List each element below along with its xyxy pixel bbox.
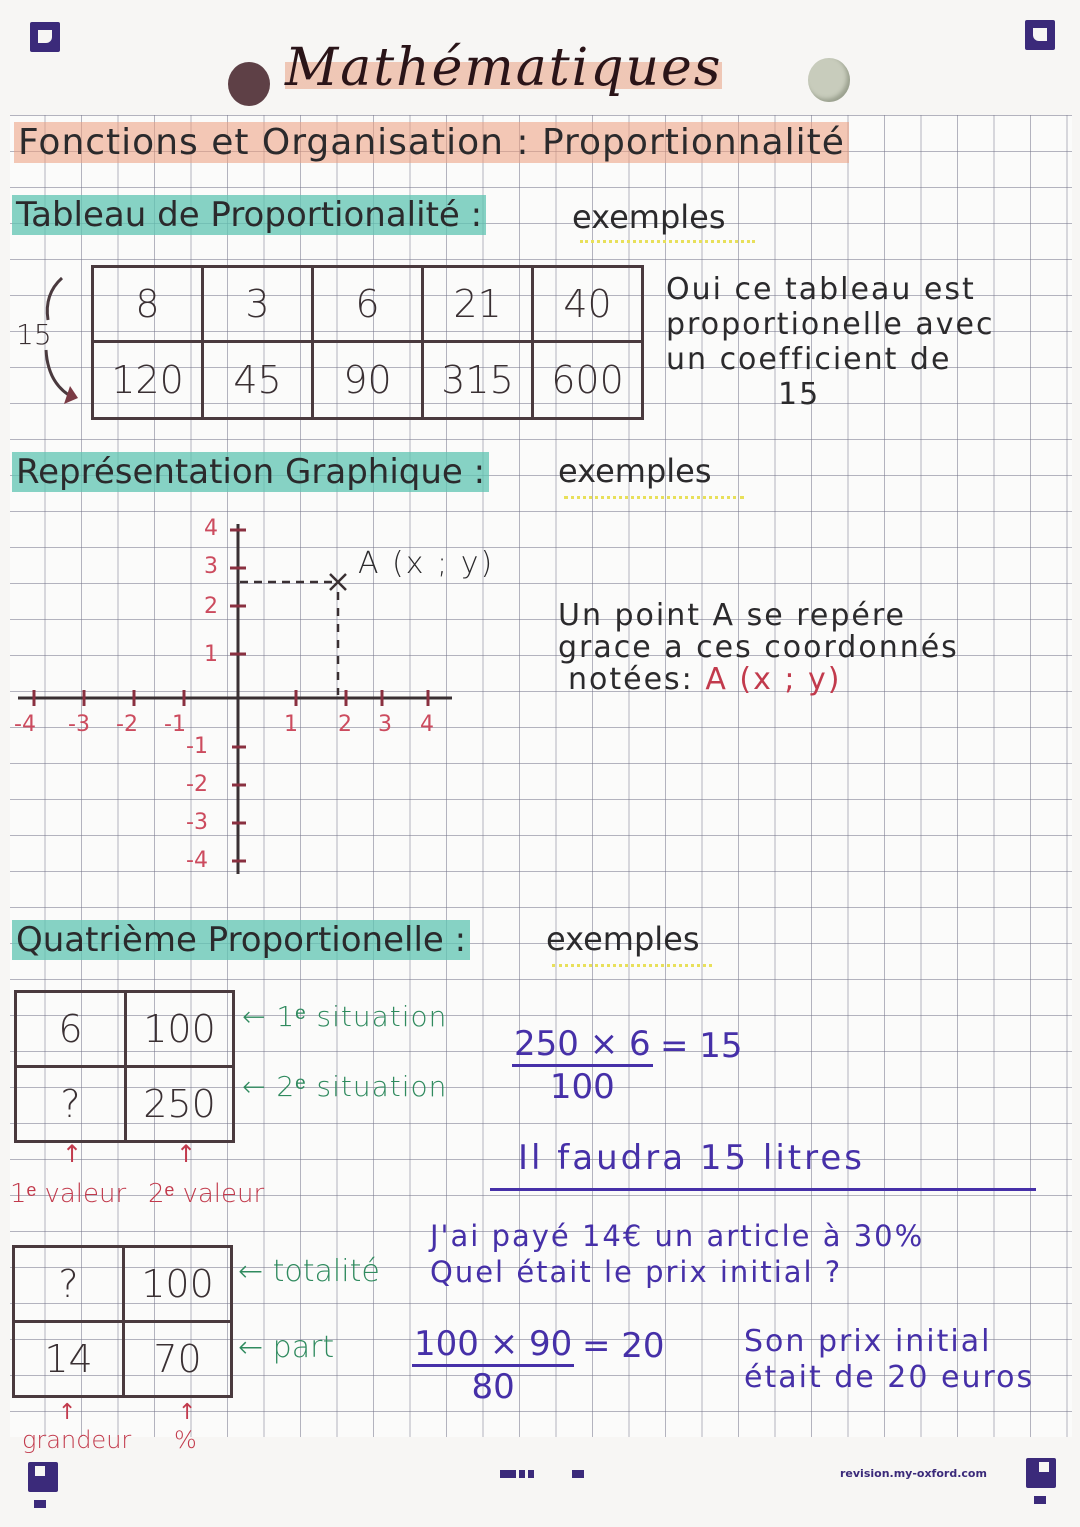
note-line: [558, 662, 959, 698]
problem-statement: [430, 1218, 924, 1290]
arrow-up-icon: ↑: [58, 1400, 77, 1425]
table-cell: 8: [93, 267, 203, 342]
arrow-up-icon: ↑: [178, 1400, 197, 1425]
x-tick-label: 2: [338, 712, 352, 737]
table-cell: 315: [423, 342, 533, 419]
note-line: un coefficient de: [666, 342, 952, 377]
chapter-heading: Fonctions et Organisation : Proportionnalité: [14, 122, 849, 163]
marker-tab-icon: [1034, 1496, 1046, 1504]
coefficient-label: 15: [16, 318, 52, 351]
corner-marker-top-right-icon: [1025, 20, 1055, 50]
y-tick-label: -4: [186, 848, 208, 873]
divider-line: [490, 1188, 1036, 1191]
col-label-magnitude: grandeur: [22, 1426, 132, 1454]
table-cell: ?: [16, 1067, 126, 1142]
col-label-second-value: 2ᵉ valeur: [148, 1179, 265, 1209]
note-line: 15: [778, 377, 821, 412]
y-tick-label: 2: [204, 594, 218, 619]
row-label-totality: ← totalité: [238, 1254, 380, 1289]
footer-mark-icon: [528, 1470, 534, 1478]
table-cell: 100: [124, 1247, 232, 1322]
table-cell: 14: [14, 1322, 124, 1397]
col-label-percent: %: [174, 1426, 197, 1454]
section-heading-tableau: Tableau de Proportionalité :: [12, 195, 486, 235]
table-cell: 100: [126, 992, 234, 1067]
x-tick-label: 3: [378, 712, 392, 737]
fraction-numerator: 100 × 90: [412, 1324, 574, 1367]
table-cell: 6: [313, 267, 423, 342]
fourth-proportional-table-2: [12, 1245, 233, 1398]
bullet-dot-right-icon: [808, 58, 850, 102]
table-row: [16, 1067, 234, 1142]
table-cell: ?: [14, 1247, 124, 1322]
table-row: [93, 267, 643, 342]
y-tick-label: -3: [186, 810, 208, 835]
squiggle-underline: [552, 956, 712, 967]
answer-text: [744, 1324, 1034, 1396]
x-tick-label: 4: [420, 712, 434, 737]
note-line: proportionelle avec: [666, 307, 995, 342]
table-cell: 45: [203, 342, 313, 419]
fraction-denominator: 100: [549, 1067, 615, 1107]
corner-marker-bottom-left-icon: [28, 1462, 58, 1492]
note-line: Son prix initial: [744, 1324, 992, 1359]
footer-mark-icon: [500, 1470, 516, 1478]
x-tick-label: -2: [116, 712, 138, 737]
note-line: Un point A se repére: [558, 598, 906, 633]
note-line: Quel était le prix initial ?: [430, 1255, 843, 1289]
fourth-proportional-table-1: [14, 990, 235, 1143]
table-cell: 3: [203, 267, 313, 342]
bullet-dot-left-icon: [228, 62, 270, 106]
table-cell: 6: [16, 992, 126, 1067]
page-title: Mathématiques: [285, 38, 723, 98]
x-tick-label: 1: [284, 712, 298, 737]
corner-marker-top-left-icon: [30, 22, 60, 52]
table-cell: 90: [313, 342, 423, 419]
corner-marker-bottom-right-icon: [1026, 1458, 1056, 1488]
row-label-first-situation: ← 1ᵉ situation: [242, 1000, 448, 1033]
row-label-part: ← part: [238, 1330, 335, 1365]
table-row: [16, 992, 234, 1067]
section-heading-quatrieme: Quatrième Proportionelle :: [12, 920, 470, 960]
calculation-result-1: = 15: [660, 1026, 743, 1066]
squiggle-underline: [564, 488, 744, 499]
note-line: Oui ce tableau est: [666, 272, 976, 307]
table-cell: 120: [93, 342, 203, 419]
row-label-second-situation: ← 2ᵉ situation: [242, 1070, 448, 1103]
conclusion-text-1: Il faudra 15 litres: [518, 1138, 865, 1178]
y-tick-label: -2: [186, 772, 208, 797]
arrow-up-icon: ↑: [176, 1140, 197, 1168]
squiggle-underline: [580, 232, 755, 243]
graph-explanation: [558, 598, 959, 698]
point-a-label: A (x ; y): [358, 546, 495, 581]
note-text: notées:: [568, 662, 694, 697]
fraction-denominator: 80: [471, 1367, 515, 1407]
footer-mark-icon: [519, 1470, 525, 1478]
footer-url[interactable]: revision.my-oxford.com: [840, 1467, 987, 1480]
arrow-up-icon: ↑: [62, 1140, 83, 1168]
x-tick-label: -3: [68, 712, 90, 737]
table-cell: 21: [423, 267, 533, 342]
table-row: [93, 342, 643, 419]
table-cell: 600: [533, 342, 643, 419]
examples-label: exemples: [546, 920, 700, 958]
coordinates-notation: A (x ; y): [705, 662, 842, 697]
fraction-numerator: 250 × 6: [512, 1024, 653, 1067]
table-row: [14, 1322, 232, 1397]
table-cell: 250: [126, 1067, 234, 1142]
y-tick-label: 3: [204, 554, 218, 579]
table-cell: 40: [533, 267, 643, 342]
y-tick-label: -1: [186, 734, 208, 759]
marker-tab-icon: [34, 1500, 46, 1508]
calculation-result-2: = 20: [582, 1326, 665, 1366]
table-explanation: [666, 272, 994, 412]
x-tick-label: -1: [164, 712, 186, 737]
col-label-first-value: 1ᵉ valeur: [10, 1179, 127, 1209]
y-tick-label: 4: [204, 516, 218, 541]
table-cell: 70: [124, 1322, 232, 1397]
footer-mark-icon: [572, 1470, 584, 1478]
table-row: [14, 1247, 232, 1322]
proportionality-table: [91, 265, 644, 420]
y-tick-label: 1: [204, 642, 218, 667]
x-tick-label: -4: [14, 712, 36, 737]
note-line: était de 20 euros: [744, 1360, 1035, 1395]
note-line: J'ai payé 14€ un article à 30%: [430, 1219, 925, 1253]
examples-label: exemples: [572, 198, 726, 236]
section-heading-graphique: Représentation Graphique :: [12, 452, 489, 492]
calculation-fraction-1: [512, 1024, 653, 1107]
examples-label: exemples: [558, 452, 712, 490]
calculation-fraction-2: [412, 1324, 574, 1407]
note-line: grace a ces coordonnés: [558, 630, 959, 665]
